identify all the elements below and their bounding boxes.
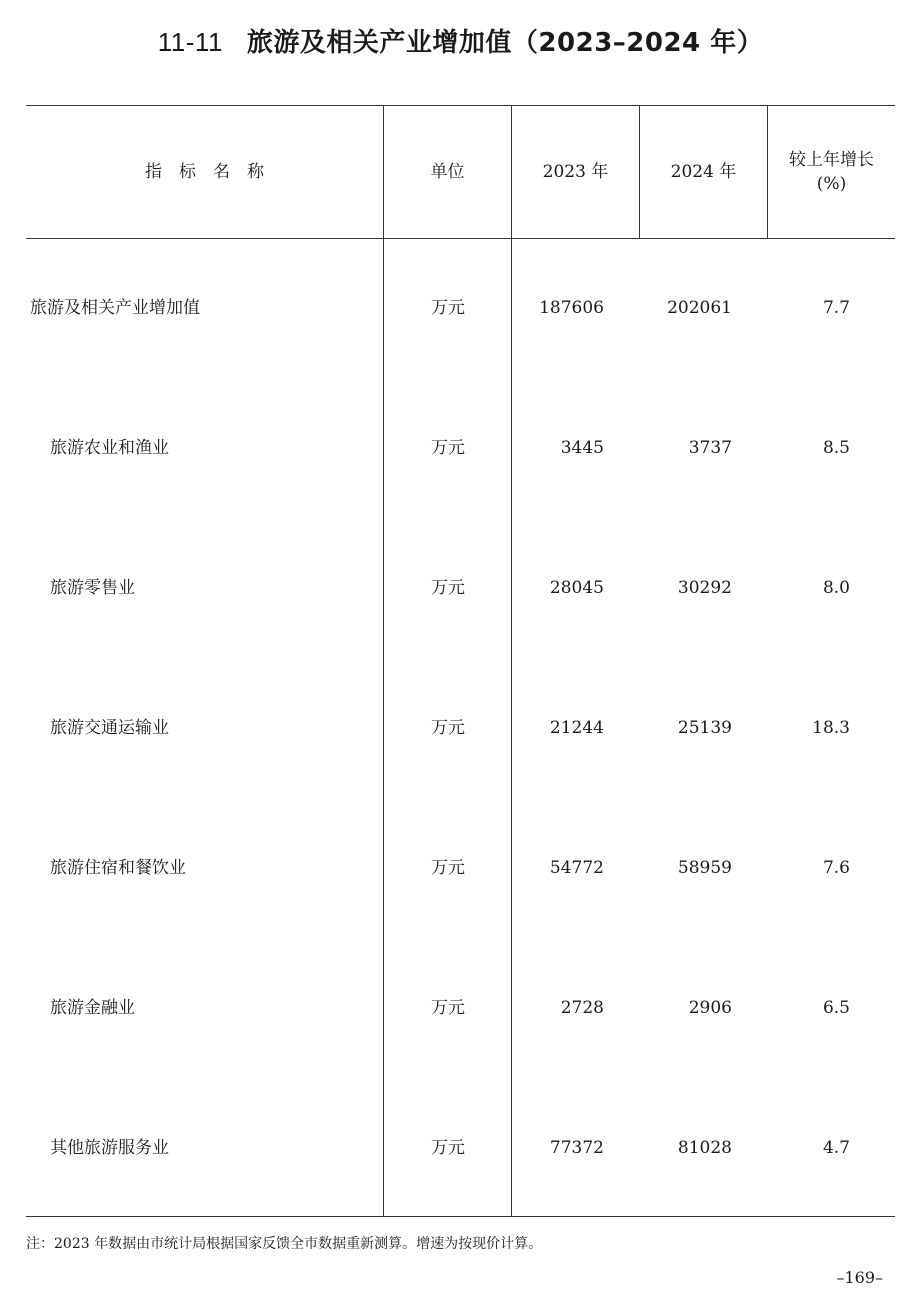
row-value-2024: 81028	[677, 1138, 732, 1158]
row-growth: 7.7	[822, 298, 850, 318]
row-unit: 万元	[431, 578, 465, 598]
row-name: 旅游住宿和餐饮业	[50, 858, 186, 878]
row-unit: 万元	[431, 298, 465, 318]
row-name: 旅游交通运输业	[50, 718, 169, 738]
row-value-2023: 28045	[549, 578, 604, 598]
row-name: 旅游金融业	[50, 998, 135, 1018]
row-value-2023: 187606	[539, 298, 604, 318]
row-name: 旅游及相关产业增加值	[30, 298, 200, 318]
row-growth: 18.3	[812, 718, 850, 738]
row-value-2023: 2728	[560, 998, 604, 1018]
header-2023: 2023 年	[542, 161, 609, 182]
header-growth	[768, 105, 895, 238]
column-divider-name-unit	[383, 105, 384, 1216]
table-title-text: 旅游及相关产业增加值（2023–2024 年）	[246, 28, 764, 58]
row-growth: 6.5	[822, 998, 850, 1018]
row-value-2024: 2906	[688, 998, 732, 1018]
row-value-2023: 21244	[549, 718, 604, 738]
header-bottom-rule	[26, 238, 895, 239]
row-growth: 7.6	[822, 858, 850, 878]
row-value-2023: 3445	[560, 438, 604, 458]
row-unit: 万元	[431, 718, 465, 738]
row-value-2024: 25139	[677, 718, 732, 738]
page-number: –169–	[836, 1268, 883, 1287]
header-unit: 单位	[430, 161, 465, 182]
row-growth: 4.7	[822, 1138, 850, 1158]
header-indicator-name: 指 标 名 称	[145, 161, 264, 182]
table-footnote: 注：2023 年数据由市统计局根据国家反馈全市数据重新测算。增速为按现价计算。	[26, 1236, 543, 1252]
table-bottom-rule	[26, 1216, 895, 1217]
row-unit: 万元	[431, 998, 465, 1018]
row-value-2024: 3737	[688, 438, 732, 458]
row-name: 其他旅游服务业	[50, 1138, 169, 1158]
row-value-2023: 54772	[549, 858, 604, 878]
row-value-2024: 58959	[677, 858, 732, 878]
header-growth-unit: (%)	[816, 173, 847, 194]
header-growth-label: 较上年增长	[789, 149, 874, 170]
column-divider-unit-2023	[511, 105, 512, 1216]
row-growth: 8.5	[822, 438, 850, 458]
table-title	[0, 22, 921, 59]
row-growth: 8.0	[822, 578, 850, 598]
row-name: 旅游零售业	[50, 578, 135, 598]
row-value-2024: 202061	[667, 298, 732, 318]
row-unit: 万元	[431, 858, 465, 878]
header-2024: 2024 年	[670, 161, 737, 182]
row-value-2024: 30292	[677, 578, 732, 598]
table-number: 11-11	[157, 27, 223, 57]
row-unit: 万元	[431, 1138, 465, 1158]
row-value-2023: 77372	[549, 1138, 604, 1158]
row-unit: 万元	[431, 438, 465, 458]
row-name: 旅游农业和渔业	[50, 438, 169, 458]
